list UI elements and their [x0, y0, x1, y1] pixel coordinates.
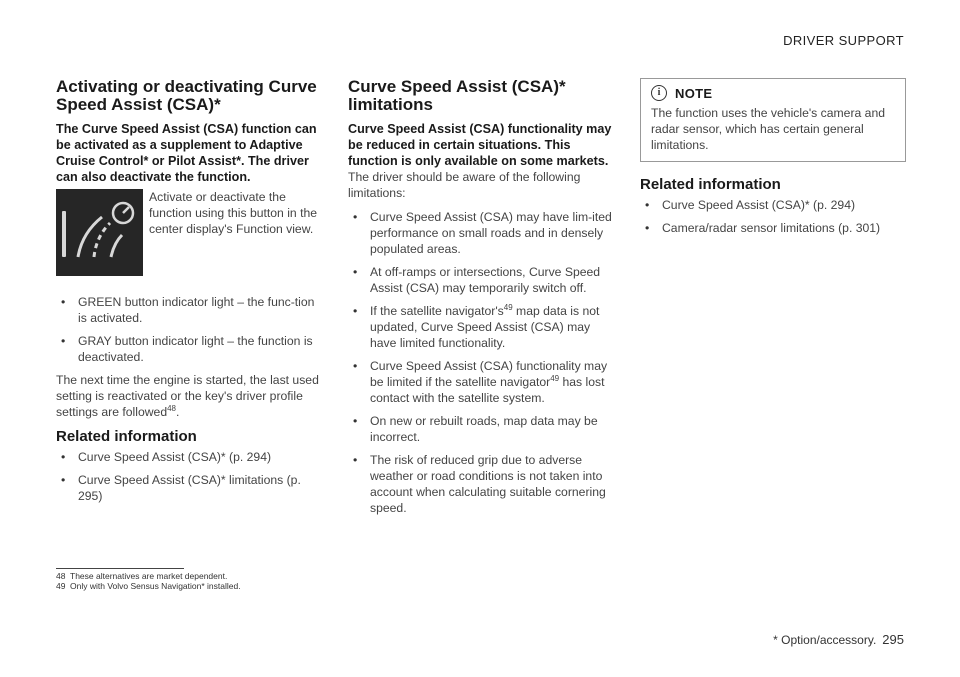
- footnote: [56, 581, 556, 591]
- limitations-lead: The driver should be aware of the following limitations:: [348, 170, 581, 200]
- footnote-ref: 49: [503, 302, 513, 312]
- footnote-text: Only with Volvo Sensus Navigation* installed.: [70, 581, 241, 591]
- button-description: Activate or deactivate the function using this button in the center display's Function view.: [149, 190, 318, 236]
- button-illustration-row: [56, 189, 322, 276]
- page-header: DRIVER SUPPORT: [783, 33, 904, 48]
- list-item: [348, 303, 614, 351]
- footnote-text: These alternatives are market dependent.: [70, 571, 228, 581]
- list-item: • The risk of reduced grip due to adverse weather or road conditions is not taken into account when calculating suitable cornering speed.: [348, 452, 614, 516]
- list-item: • On new or rebuilt roads, map data may be incorrect.: [348, 413, 614, 445]
- page-footer: [773, 632, 904, 647]
- footnote-divider: [56, 568, 184, 569]
- footnote-number: 49: [56, 581, 66, 591]
- note-title: NOTE: [675, 85, 713, 101]
- column-activating: [56, 78, 322, 511]
- section-intro: Curve Speed Assist (CSA) functionality may be reduced in certain situations. This function is only available on some markets.: [348, 122, 612, 168]
- footnote-ref: 48: [167, 403, 177, 413]
- related-link[interactable]: • Camera/radar sensor limitations (p. 301): [640, 220, 906, 236]
- list-item: • GREEN button indicator light – the func-tion is activated.: [56, 294, 322, 326]
- related-title: Related information: [56, 428, 197, 445]
- list-item: • At off-ramps or intersections, Curve Speed Assist (CSA) may temporarily switch off.: [348, 264, 614, 296]
- related-link[interactable]: • Curve Speed Assist (CSA)* (p. 294): [56, 449, 322, 465]
- section-title: Activating or deactivating Curve Speed Assist (CSA)*: [56, 77, 317, 114]
- page-number: 295: [882, 632, 904, 647]
- column-note: [640, 78, 906, 243]
- column-limitations: [348, 78, 614, 523]
- footnote-ref: 49: [550, 373, 560, 383]
- note-text: The function uses the vehicle's camera and radar sensor, which has certain general limitations.: [651, 106, 886, 152]
- list-item: • GRAY button indicator light – the function is deactivated.: [56, 333, 322, 365]
- option-note: * Option/accessory.: [773, 633, 877, 647]
- related-list: [56, 449, 322, 504]
- info-icon: i: [651, 85, 667, 101]
- list-item-text: If the satellite navigator's: [370, 304, 504, 318]
- list-item: [348, 358, 614, 406]
- list-item-text: Curve Speed Assist (CSA) functionality may be limited if the satellite navigator: [370, 359, 608, 389]
- section-title: Curve Speed Assist (CSA)* limitations: [348, 77, 566, 114]
- indicator-list: [56, 294, 322, 365]
- list-item-text: has lost contact with the satellite system.: [370, 375, 605, 405]
- related-link[interactable]: • Curve Speed Assist (CSA)* limitations (p. 295): [56, 472, 322, 504]
- limitations-list: [348, 209, 614, 516]
- footnote: [56, 571, 556, 581]
- list-item-text: map data is not updated, Curve Speed Assist (CSA) may have limited functionality.: [370, 304, 600, 350]
- section-intro: The Curve Speed Assist (CSA) function can be activated as a supplement to Adaptive Cruise Control* or Pilot Assist*. The driver can also deactivate the function.: [56, 122, 317, 184]
- curve-speed-assist-button-icon: [56, 189, 143, 276]
- reactivation-text: [56, 372, 322, 420]
- footnotes: [56, 568, 556, 591]
- related-link[interactable]: • Curve Speed Assist (CSA)* (p. 294): [640, 197, 906, 213]
- reactivation-end: .: [176, 405, 180, 419]
- related-title: Related information: [640, 176, 781, 193]
- note-box: [640, 78, 906, 162]
- reactivation-body: The next time the engine is started, the last used setting is reactivated or the key's driver profile settings are followed: [56, 373, 319, 419]
- footnote-number: 48: [56, 571, 66, 581]
- list-item: • Curve Speed Assist (CSA) may have lim-ited performance on small roads and in densely populated areas.: [348, 209, 614, 257]
- note-header: [651, 85, 895, 101]
- related-list: [640, 197, 906, 236]
